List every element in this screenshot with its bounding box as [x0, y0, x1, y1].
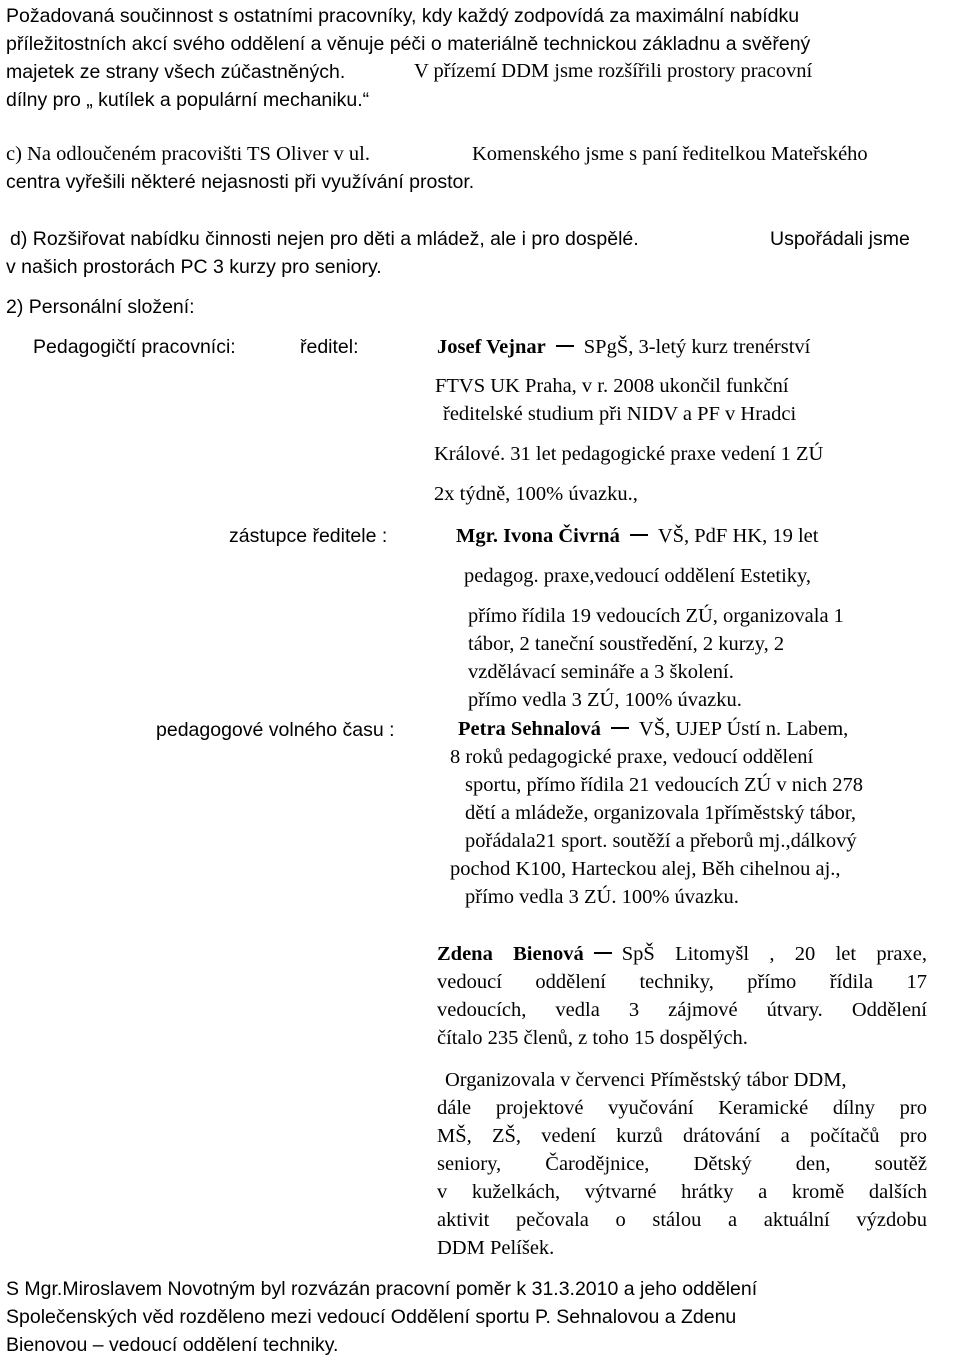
deputy-line-4: tábor, 2 taneční soustředění, 2 kurzy, 2 [468, 633, 785, 655]
petra-line-6: pochod K100, Harteckou alej, Běh cihelnou aj., [450, 858, 841, 880]
zdena-line-2: vedoucí oddělení techniky, přímo řídila 17 [437, 971, 927, 993]
intro-line-3b: V přízemí DDM jsme rozšířili prostory pracovní [414, 60, 813, 82]
section-c-line-1a: c) Na odloučeném pracovišti TS Oliver v ul. [6, 143, 370, 165]
closing-line-2: Společenských věd rozděleno mezi vedoucí Oddělení sportu P. Sehnalovou a Zdenu [6, 1306, 737, 1328]
section-d-line-2: v našich prostorách PC 3 kurzy pro seniory. [6, 256, 382, 278]
dash [611, 727, 629, 729]
deputy-line-5: vzdělávací semináře a 3 školení. [468, 661, 734, 683]
zdena-p2-line-4: seniory, Čarodějnice, Dětský den, soutěž [437, 1153, 927, 1175]
petra-name: Petra Sehnalová [458, 718, 601, 740]
zdena-p2-line-1: Organizovala v červenci Příměstský tábor DDM, [445, 1069, 847, 1091]
deputy-line-6: přímo vedla 3 ZÚ, 100% úvazku. [468, 689, 742, 711]
petra-line-2: 8 roků pedagogické praxe, vedoucí oddělení [450, 746, 814, 768]
intro-line-2: příležitostních akcí svého oddělení a věnuje péči o materiálně technickou základnu a svěřený [6, 33, 811, 55]
petra-line-5: pořádala21 sport. soutěží a přeborů mj.,dálkový [465, 830, 857, 852]
intro-line-3a: majetek ze strany všech zúčastněných. [6, 61, 346, 83]
zdena-p2-line-2: dále projektové vyučování Keramické dílny pro [437, 1097, 927, 1119]
director-line-5: 2x týdně, 100% úvazku., [434, 483, 638, 505]
zdena-p2-line-7: DDM Pelíšek. [437, 1237, 555, 1259]
zdena-p2-line-6: aktivit pečovala o stálou a aktuální výzdobu [437, 1209, 927, 1231]
director-education: SPgŠ, 3-letý kurz trenérství [583, 336, 811, 358]
intro-line-4: dílny pro „ kutílek a populární mechaniku.“ [6, 89, 370, 111]
petra-line-7: přímo vedla 3 ZÚ. 100% úvazku. [465, 886, 739, 908]
deputy-line-2: pedagog. praxe,vedoucí oddělení Estetiky, [464, 565, 812, 587]
dash [556, 345, 574, 347]
deputy-line-3: přímo řídila 19 vedoucích ZÚ, organizovala 1 [468, 605, 844, 627]
section-d-line-1b: Uspořádali jsme [770, 228, 910, 250]
category-pedagogical: Pedagogičtí pracovníci: [33, 336, 236, 358]
zdena-name: Zdena Bienová [437, 943, 584, 965]
section-d-line-1a: d) Rozšiřovat nabídku činnosti nejen pro děti a mládež, ale i pro dospělé. [10, 228, 639, 250]
petra-education: VŠ, UJEP Ústí n. Labem, [638, 718, 849, 740]
director-line-4: Králové. 31 let pedagogické praxe vedení 1 ZÚ [434, 443, 824, 465]
section-heading: 2) Personální složení: [6, 296, 195, 318]
petra-line-4: dětí a mládeže, organizovala 1příměstský tábor, [465, 802, 857, 824]
petra-entry [458, 717, 848, 741]
director-line-3: ředitelské studium při NIDV a PF v Hradci [443, 403, 797, 425]
zdena-line-1 [437, 942, 927, 966]
director-line-2: FTVS UK Praha, v r. 2008 ukončil funkční [435, 375, 789, 397]
zdena-education: SpŠ Litomyšl , 20 let praxe, [621, 943, 927, 965]
zdena-line-4: čítalo 235 členů, z toho 15 dospělých. [437, 1027, 748, 1049]
role-deputy: zástupce ředitele : [229, 525, 388, 547]
intro-line-1: Požadovaná součinnost s ostatními pracovníky, kdy každý zodpovídá za maximální nabídku [6, 5, 800, 27]
role-leisure-educators: pedagogové volného času : [156, 719, 395, 741]
section-c-line-1b: Komenského jsme s paní ředitelkou Mateřského [472, 143, 868, 165]
zdena-p2-line-5: v kuželkách, výtvarné hrátky a kromě dalších [437, 1181, 927, 1203]
role-director: ředitel: [300, 336, 359, 358]
zdena-p2-line-3: MŠ, ZŠ, vedení kurzů drátování a počítačů pro [437, 1125, 927, 1147]
director-entry [437, 335, 810, 359]
dash [594, 952, 612, 954]
deputy-entry [456, 524, 818, 548]
closing-line-3: Bienovou – vedoucí oddělení techniky. [6, 1334, 339, 1356]
director-name: Josef Vejnar [437, 336, 546, 358]
zdena-line-3: vedoucích, vedla 3 zájmové útvary. Oddělení [437, 999, 927, 1021]
section-c-line-2: centra vyřešili některé nejasnosti při využívání prostor. [6, 171, 475, 193]
closing-line-1: S Mgr.Miroslavem Novotným byl rozvázán pracovní poměr k 31.3.2010 a jeho oddělení [6, 1278, 758, 1300]
deputy-education: VŠ, PdF HK, 19 let [657, 525, 819, 547]
deputy-name: Mgr. Ivona Čivrná [456, 525, 620, 547]
petra-line-3: sportu, přímo řídila 21 vedoucích ZÚ v nich 278 [465, 774, 863, 796]
dash [630, 534, 648, 536]
